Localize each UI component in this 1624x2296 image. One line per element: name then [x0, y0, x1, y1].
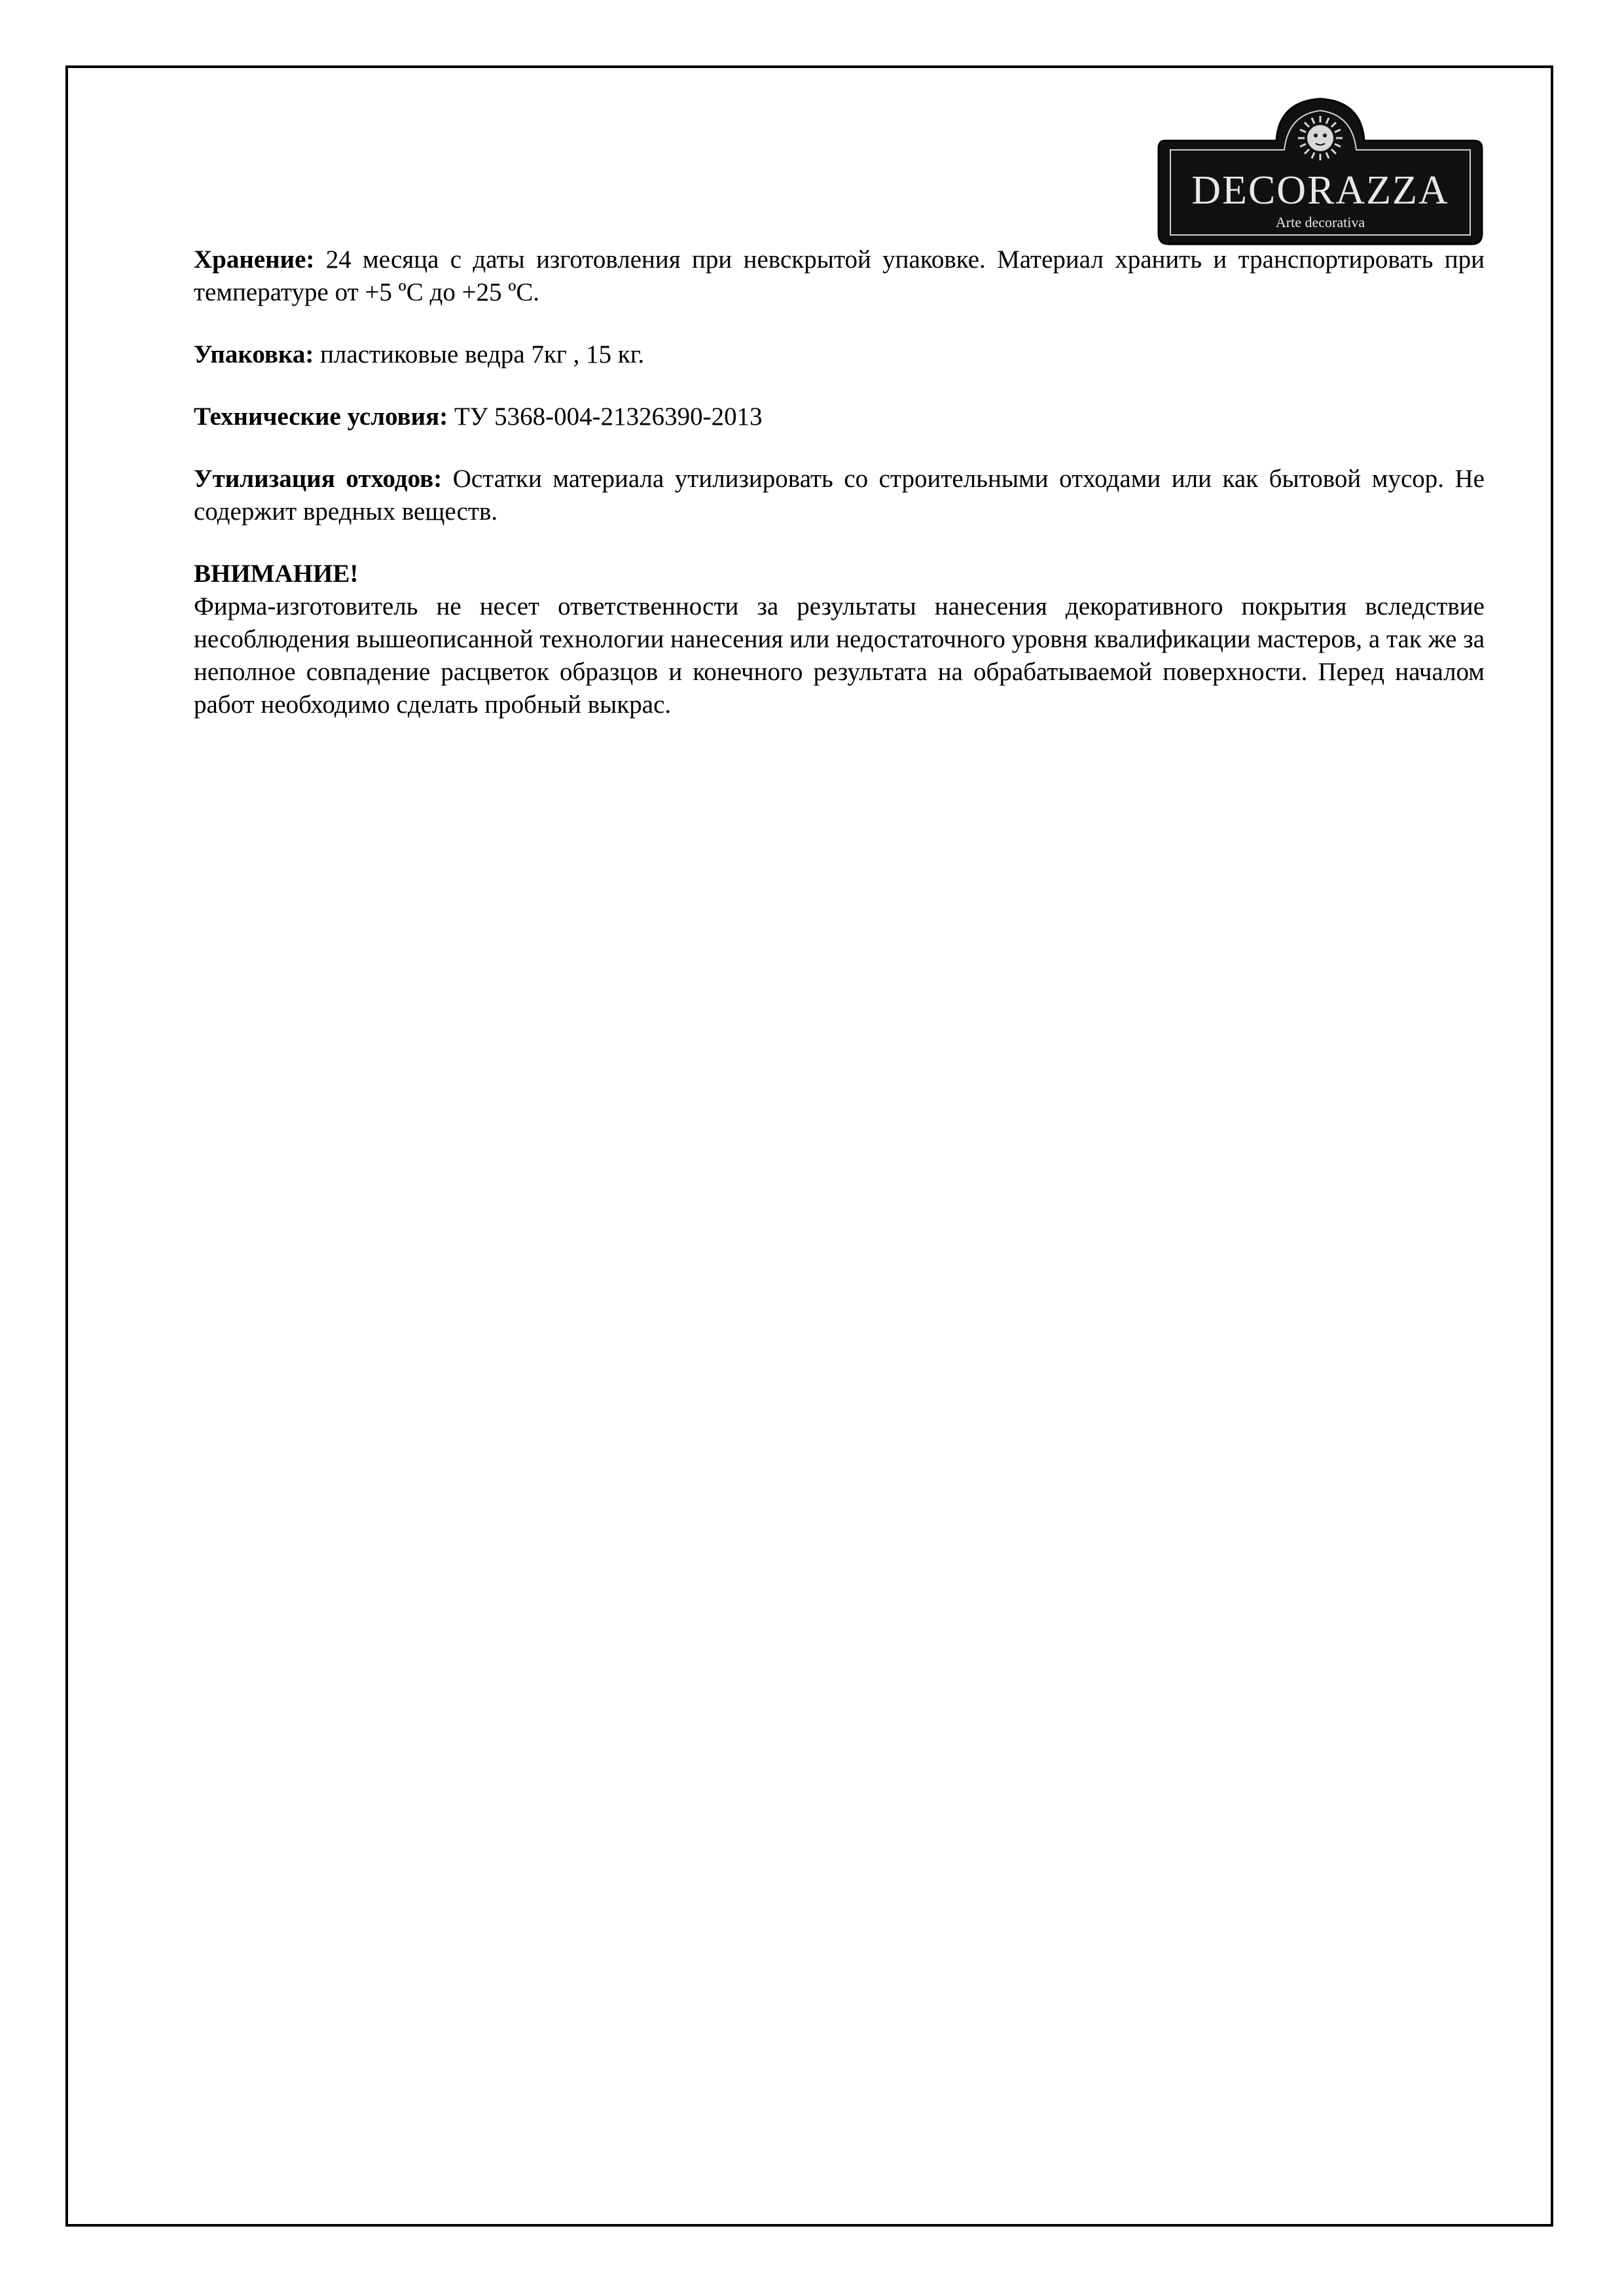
- specs-text: ТУ 5368-004-21326390-2013: [448, 403, 763, 431]
- warning-heading: ВНИМАНИЕ!: [194, 560, 359, 588]
- disposal-label: Утилизация отходов:: [194, 465, 442, 493]
- packaging-paragraph: [194, 338, 1485, 371]
- packaging-label: Упаковка:: [194, 340, 314, 368]
- storage-text: 24 месяца с даты изготовления при невскрытой упаковке. Материал хранить и транспортировать при температуре от +5 ºС до +25 ºС.: [194, 245, 1485, 306]
- specs-paragraph: [194, 401, 1485, 433]
- warning-text: Фирма-изготовитель не несет ответственности за результаты нанесения декоративного покрытия вследствие несоблюдения вышеописанной технологии нанесения или недостаточного уровня квалификации мастеров, а так же за неполное совпадение расцветок образцов и конечного результата на обрабатываемой поверхности. Перед началом работ необходимо сделать пробный выкрас.: [194, 592, 1485, 719]
- storage-label: Хранение:: [194, 245, 315, 274]
- logo-tagline: Arte decorativa: [1275, 214, 1365, 230]
- logo-brand: DECORAZZA: [1191, 168, 1449, 213]
- decorazza-logo: [1153, 95, 1487, 249]
- specs-label: Технические условия:: [194, 403, 448, 431]
- packaging-text: пластиковые ведра 7кг , 15 кг.: [314, 340, 645, 368]
- disposal-text: Остатки материала утилизировать со строительными отходами или как бытовой мусор. Не содержит вредных веществ.: [194, 465, 1485, 526]
- warning-section: [194, 558, 1485, 721]
- storage-paragraph: [194, 243, 1485, 309]
- disposal-paragraph: [194, 463, 1485, 528]
- document-body: [194, 243, 1485, 721]
